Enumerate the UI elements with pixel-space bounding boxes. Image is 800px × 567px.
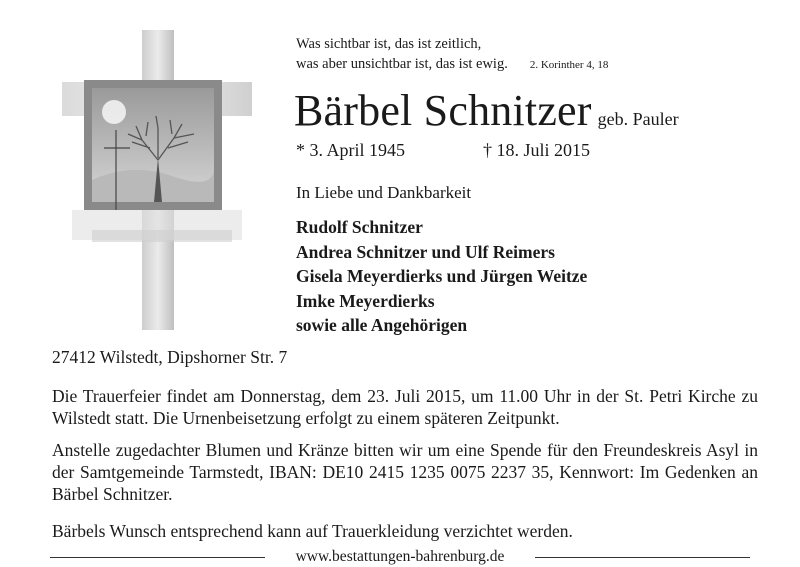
quote-line-1: Was sichtbar ist, das ist zeitlich, <box>296 36 482 52</box>
wish-paragraph: Bärbels Wunsch entsprechend kann auf Trauerkleidung verzichtet werden. <box>52 521 573 541</box>
life-dates <box>296 138 590 162</box>
mourners-intro: In Liebe und Dankbarkeit <box>296 183 472 202</box>
quote-line-2: was aber unsichtbar ist, das ist ewig. <box>296 56 508 72</box>
memorial-illustration <box>62 30 252 330</box>
donation-paragraph: Anstelle zugedachter Blumen und Kränze bitten wir um eine Spende für den Freundeskreis Asyl in der Samtgemeinde Tarmstedt, IBAN: DE10 2415 1235 0075 2237 35, Kennwort: Im Gedenken an Bärbel Schnitzer. <box>52 440 758 504</box>
mourner-name: Gisela Meyerdierks und Jürgen Weitze <box>296 266 588 286</box>
footer-url[interactable]: www.bestattungen-bahrenburg.de <box>295 548 505 565</box>
cross-tree-landscape-icon <box>62 30 252 330</box>
footer-rule-left <box>50 557 265 558</box>
mourners-list <box>296 215 587 338</box>
deceased-name-line <box>294 85 679 145</box>
birth-date: * 3. April 1945 <box>296 140 406 160</box>
footer <box>0 548 800 566</box>
deceased-name: Bärbel Schnitzer <box>294 86 592 135</box>
birth-name: geb. Pauler <box>597 109 679 129</box>
mourner-name: Andrea Schnitzer und Ulf Reimers <box>296 241 555 262</box>
death-date: † 18. Juli 2015 <box>483 140 591 160</box>
bible-quote <box>296 34 608 75</box>
footer-rule-right <box>535 557 750 558</box>
family-address: 27412 Wilstedt, Dipshorner Str. 7 <box>52 347 288 367</box>
mourner-name: sowie alle Angehörigen <box>296 315 468 335</box>
mourner-name: Rudolf Schnitzer <box>296 217 423 237</box>
mourner-name: Imke Meyerdierks <box>296 290 435 311</box>
quote-reference: 2. Korinther 4, 18 <box>529 59 609 71</box>
ceremony-paragraph: Die Trauerfeier findet am Donnerstag, dem 23. Juli 2015, um 11.00 Uhr in der St. Petri Kirche zu Wilstedt statt. Die Urnenbeisetzung erfolgt zu einem späteren Zeitpunkt. <box>52 386 758 428</box>
